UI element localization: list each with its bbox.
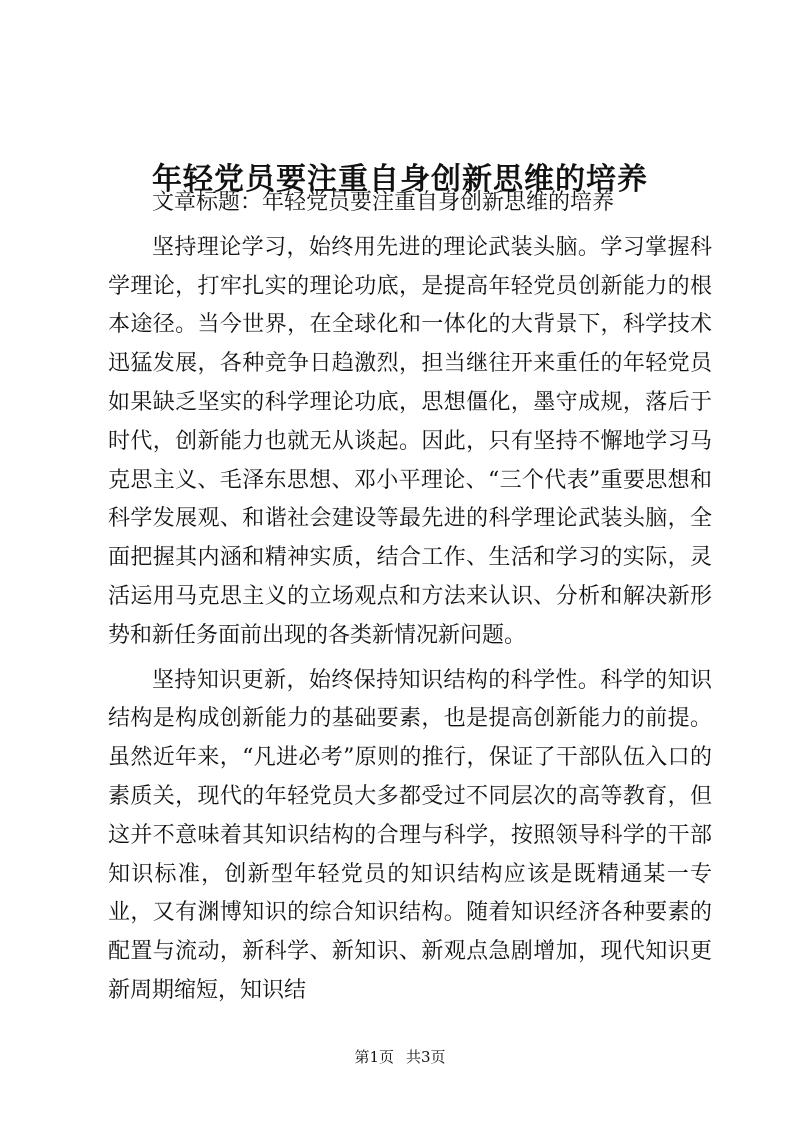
document-title: 年轻党员要注重自身创新思维的培养	[152, 162, 648, 198]
body-paragraph: 坚持知识更新，始终保持知识结构的科学性。科学的知识结构是构成创新能力的基础要素，也是提高创新能力的前提。虽然近年来，“凡进必考”原则的推行，保证了干部队伍入口的素质关，现代的年轻党员大多都受过不同层次的高等教育，但这并不意味着其知识结构的合理与科学，按照领导科学的干部知识标准，创新型年轻党员的知识结构应该是既精通某一专业，又有渊博知识的综合知识结构。随着知识经济各种要素的配置与流动，新科学、新知识、新观点急剧增加，现代知识更新周期缩短，知识结	[108, 667, 712, 1003]
body-paragraph: 坚持理论学习，始终用先进的理论武装头脑。学习掌握科学理论，打牢扎实的理论功底，是提高年轻党员创新能力的根本途径。当今世界，在全球化和一体化的大背景下，科学技术迅猛发展，各种竞争日趋激烈，担当继往开来重任的年轻党员如果缺乏坚实的科学理论功底，思想僵化，墨守成规，落后于时代，创新能力也就无从谈起。因此，只有坚持不懈地学习马克思主义、毛泽东思想、邓小平理论、“三个代表”重要思想和科学发展观、和谐社会建设等最先进的科学理论武装头脑，全面把握其内涵和精神实质，结合工作、生活和学习的实际，灵活运用马克思主义的立场观点和方法来认识、分析和解决新形势和新任务面前出现的各类新情况新问题。	[108, 234, 712, 648]
subtitle-paragraph: 文章标题：年轻党员要注重自身创新思维的培养	[152, 190, 615, 215]
page-footer	[0, 1047, 800, 1067]
page-total: 共3页	[406, 1048, 446, 1066]
page-number: 第1页	[354, 1048, 394, 1066]
document-body	[108, 184, 712, 1011]
